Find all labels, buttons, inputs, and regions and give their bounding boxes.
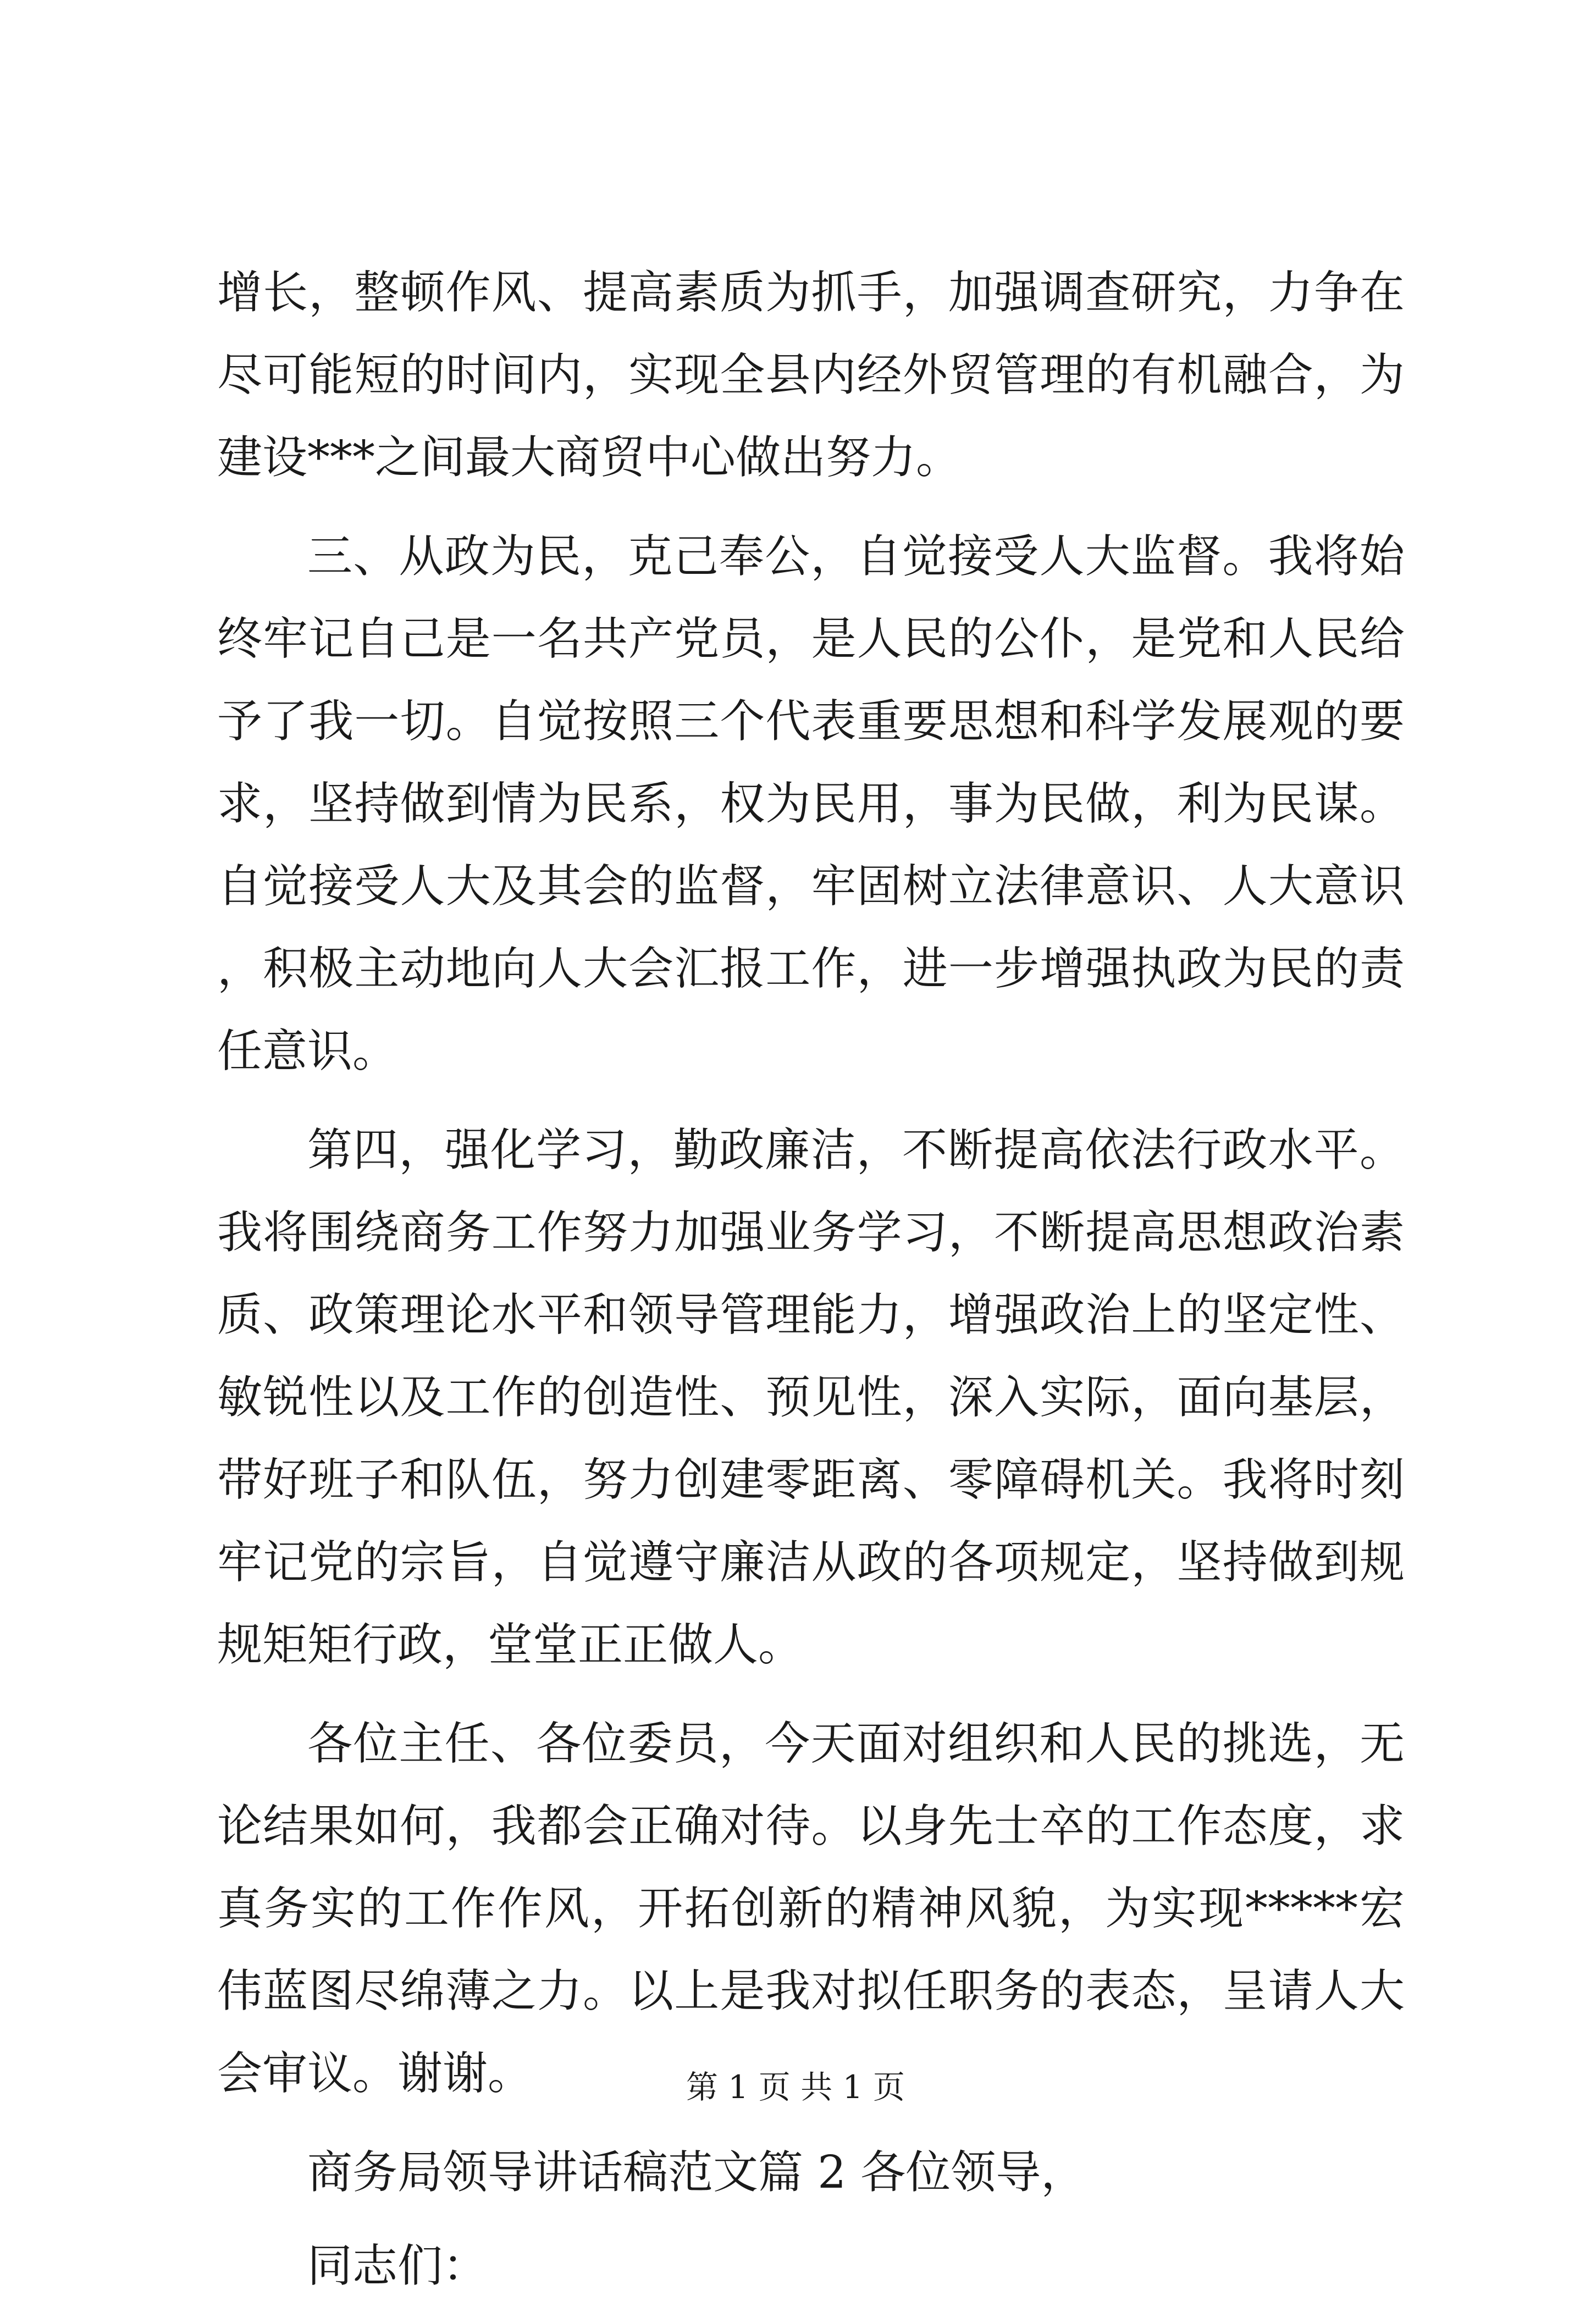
paragraph-article-two-heading: 商务局领导讲话稿范文篇 2 各位领导，	[307, 2146, 1086, 2199]
paragraph-salutation: 同志们：	[307, 2240, 488, 2292]
paragraph-section-four: 第四，强化学习，勤政廉洁，不断提高依法行政水平。我将围绕商务工作努力加强业务学习，不断提高思想政治素质、政策理论水平和领导管理能力，增强政治上的坚定性、敏锐性以及工作的创造性、预见性，深入实际，面向基层，带好班子和队伍，努力创建零距离、零障碍机关。我将时刻牢记党的宗旨，自觉遵守廉洁从政的各项规定，坚持做到规规矩矩行政，堂堂正正做人。	[217, 1124, 1405, 1671]
page-footer: 第 1 页 共 1 页	[686, 2068, 905, 2106]
paragraph-section-three: 三、从政为民，克己奉公，自觉接受人大监督。我将始终牢记自己是一名共产党员，是人民的公仆，是党和人民给予了我一切。自觉按照三个代表重要思想和科学发展观的要求，坚持做到情为民系，权为民用，事为民做，利为民谋。自觉接受人大及其会的监督，牢固树立法律意识、人大意识，积极主动地向人大会汇报工作，进一步增强执政为民的责任意识。	[217, 530, 1405, 1077]
document-body	[217, 252, 1405, 2324]
paragraph-closing: 各位主任、各位委员，今天面对组织和人民的挑选，无论结果如何，我都会正确对待。以身先士卒的工作态度，求真务实的工作作风，开拓创新的精神风貌，为实现*****宏伟蓝图尽绵薄之力。以上是我对拟任职务的表态，呈请人大会审议。谢谢。	[217, 1718, 1405, 2100]
paragraph-continuation: 增长，整顿作风、提高素质为抓手，加强调查研究，力争在尽可能短的时间内，实现全县内经外贸管理的有机融合，为建设***之间最大商贸中心做出努力。	[217, 267, 1405, 484]
